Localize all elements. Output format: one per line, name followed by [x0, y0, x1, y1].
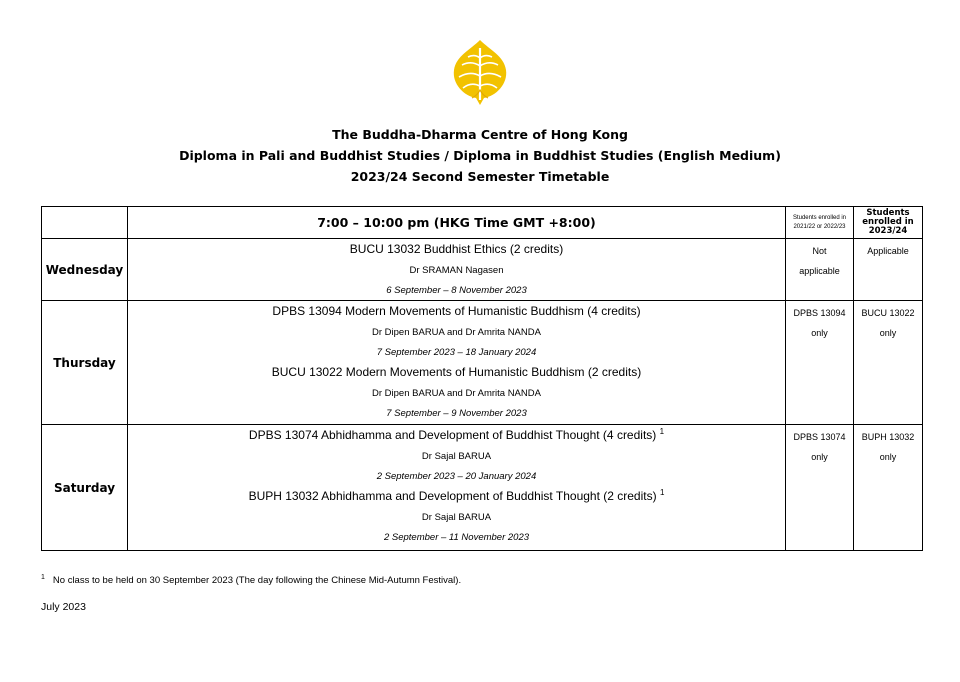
day-cell: Wednesday: [42, 239, 128, 301]
courses-cell: [128, 301, 786, 425]
course-dates: 7 September – 9 November 2023: [386, 408, 527, 419]
course-dates: 7 September 2023 – 18 January 2024: [376, 347, 537, 358]
programme-title: Diploma in Pali and Buddhist Studies / Diploma in Buddhist Studies (English Medium): [179, 148, 781, 163]
table-row: [42, 425, 923, 551]
prev-enrolled-cell: DPBS 13094 only: [786, 301, 854, 425]
footnote: [41, 574, 461, 586]
footnote-ref: 1: [659, 488, 665, 497]
course-title: DPBS 13074 Abhidhamma and Development of Buddhist Thought (4 credits) $^1$: [248, 427, 665, 442]
footnote-ref: 1: [659, 427, 665, 436]
course-dates: 2 September 2023 – 20 January 2024: [376, 471, 537, 482]
curr-enrolled-cell: BUCU 13022 only: [854, 301, 923, 425]
courses-cell: [128, 239, 786, 301]
footnote-marker: 1: [41, 574, 45, 581]
footnote-text: No class to be held on 30 September 2023 (The day following the Chinese Mid-Autumn Festival).: [52, 575, 462, 587]
course-teachers: Dr Dipen BARUA and Dr Amrita NANDA: [372, 327, 541, 338]
course-dates: 6 September – 8 November 2023: [386, 285, 527, 296]
day-cell: Saturday: [42, 425, 128, 551]
org-title: The Buddha-Dharma Centre of Hong Kong: [332, 127, 628, 142]
title-block: [0, 124, 960, 187]
curr-enrolled-cell: Applicable: [854, 239, 923, 301]
course-teachers: Dr Dipen BARUA and Dr Amrita NANDA: [372, 388, 541, 399]
curr-enrolled-header: Students enrolled in 2023/24: [854, 207, 923, 239]
prev-enrolled-cell: Not applicable: [786, 239, 854, 301]
prev-enrolled-header: Students enrolled in 2021/22 or 2022/23: [786, 207, 854, 239]
day-cell: Thursday: [42, 301, 128, 425]
table-row: [42, 301, 923, 425]
prev-enrolled-cell: DPBS 13074 only: [786, 425, 854, 551]
course-dates: 2 September – 11 November 2023: [383, 532, 530, 543]
curr-enrolled-cell: BUPH 13032 only: [854, 425, 923, 551]
header-row: [42, 207, 923, 239]
course-title: BUCU 13022 Modern Movements of Humanistic Buddhism (2 credits): [271, 365, 642, 379]
course-teachers: Dr SRAMAN Nagasen: [409, 265, 504, 276]
course-teachers: Dr Sajal BARUA: [421, 451, 492, 462]
course-title: BUCU 13032 Buddhist Ethics (2 credits): [349, 242, 564, 256]
corner-cell: [42, 207, 128, 239]
course-teachers: Dr Sajal BARUA: [421, 512, 492, 523]
bodhi-leaf-logo: [448, 38, 512, 106]
timetable: [41, 206, 923, 551]
issue-date: July 2023: [41, 601, 86, 613]
time-header: 7:00 – 10:00 pm (HKG Time GMT +8:00): [128, 207, 786, 239]
semester-title: 2023/24 Second Semester Timetable: [350, 169, 610, 184]
table-row: [42, 239, 923, 301]
course-title: BUPH 13032 Abhidhamma and Development of Buddhist Thought (2 credits) $^1$: [248, 488, 665, 503]
course-title: DPBS 13094 Modern Movements of Humanistic Buddhism (4 credits): [272, 304, 641, 318]
courses-cell: [128, 425, 786, 551]
